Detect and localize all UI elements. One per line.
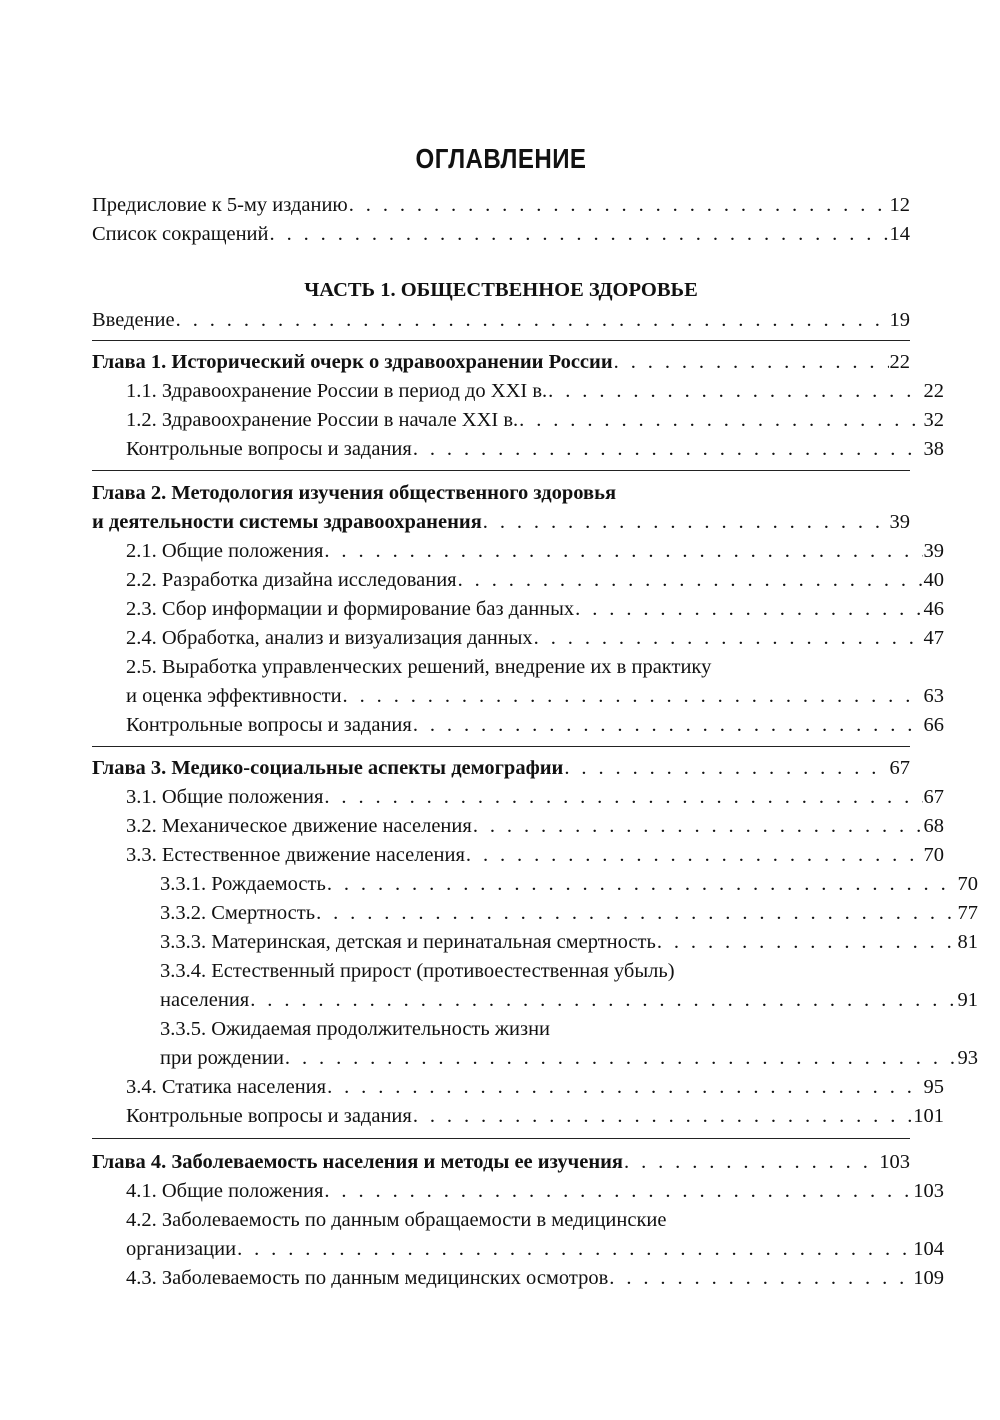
toc-entry-text: при рождении	[160, 1047, 284, 1069]
toc-page-number: 93	[957, 1047, 978, 1069]
toc-page-number: 109	[913, 1267, 944, 1289]
leader-dots	[575, 595, 922, 624]
toc-page-number: 22	[923, 380, 944, 402]
toc-page-number: 77	[957, 902, 978, 924]
page-title: ОГЛАВЛЕНИЕ	[415, 143, 587, 174]
toc-entry-text: 3.3. Естественное движение населения	[126, 844, 465, 866]
toc-entry-text: 2.1. Общие положения	[126, 540, 324, 562]
toc-entry-3-3-5[interactable]	[92, 1044, 978, 1073]
toc-entry-text: 3.3.1. Рождаемость	[160, 873, 326, 895]
toc-entry-text: 3.3.2. Смертность	[160, 902, 316, 924]
toc-entry-3-2[interactable]	[92, 812, 944, 841]
leader-dots	[548, 377, 922, 406]
toc-chapter-1[interactable]	[92, 348, 910, 377]
leader-dots	[483, 508, 889, 537]
toc-entry-2-5-line1[interactable]	[92, 653, 944, 682]
toc-entry-2-2[interactable]	[92, 566, 944, 595]
toc-entry-text: 3.4. Статика населения	[126, 1076, 327, 1098]
toc-page-number: 40	[923, 569, 944, 591]
chapter-title: Глава 1. Исторический очерк о здравоохранении России	[92, 351, 613, 373]
toc-entry-1-questions[interactable]	[92, 435, 944, 464]
toc-entry-introduction[interactable]	[92, 306, 910, 335]
leader-dots	[413, 1102, 912, 1131]
leader-dots	[349, 191, 889, 220]
leader-dots	[413, 435, 923, 464]
toc-entry-text: и оценка эффективности	[126, 685, 342, 707]
chapter-title: и деятельности системы здравоохранения	[92, 511, 482, 533]
leader-dots	[657, 928, 957, 957]
toc-entry-text: 4.3. Заболеваемость по данным медицинских осмотров	[126, 1267, 609, 1289]
toc-entry-text: 2.2. Разработка дизайна исследования	[126, 569, 457, 591]
toc-entry-text: 3.1. Общие положения	[126, 786, 324, 808]
toc-entry-2-5[interactable]	[92, 682, 944, 711]
leader-dots	[285, 1044, 957, 1073]
toc-page-number: 63	[923, 685, 944, 707]
toc-page-number: 47	[923, 627, 944, 649]
part-heading: ЧАСТЬ 1. ОБЩЕСТВЕННОЕ ЗДОРОВЬЕ	[304, 279, 698, 301]
toc-entry-4-3[interactable]	[92, 1264, 944, 1293]
separator-line	[92, 470, 910, 471]
toc-page-number: 81	[957, 931, 978, 953]
leader-dots	[458, 566, 923, 595]
leader-dots	[413, 711, 923, 740]
toc-page-number: 39	[923, 540, 944, 562]
toc-chapter-4[interactable]	[92, 1148, 910, 1177]
toc-entry-3-3-3[interactable]	[92, 928, 978, 957]
toc-entry-text: 3.3.5. Ожидаемая продолжительность жизни	[160, 1018, 551, 1040]
toc-page-number: 66	[923, 714, 944, 736]
toc-entry-text: 4.1. Общие положения	[126, 1180, 324, 1202]
toc-chapter-2-line1[interactable]	[92, 479, 910, 508]
toc-page-number: 95	[923, 1076, 944, 1098]
toc-entry-1-1[interactable]	[92, 377, 944, 406]
toc-page-number: 22	[889, 351, 910, 373]
toc-page-number: 12	[889, 194, 910, 216]
toc-entry-3-4[interactable]	[92, 1073, 944, 1102]
leader-dots	[237, 1235, 912, 1264]
toc-entry-3-3[interactable]	[92, 841, 944, 870]
toc-entry-text: 2.5. Выработка управленческих решений, внедрение их в практику	[126, 656, 712, 678]
toc-entry-text: 2.4. Обработка, анализ и визуализация данных	[126, 627, 533, 649]
toc-entry-text: населения	[160, 989, 250, 1011]
leader-dots	[614, 348, 889, 377]
toc-page-number: 67	[889, 757, 910, 779]
toc-page-number: 103	[913, 1180, 944, 1202]
leader-dots	[316, 899, 956, 928]
chapter-title: Глава 4. Заболеваемость населения и методы ее изучения	[92, 1151, 624, 1173]
toc-entry-2-questions[interactable]	[92, 711, 944, 740]
toc-page-number: 70	[957, 873, 978, 895]
toc-page-number: 101	[913, 1105, 944, 1127]
toc-entry-3-3-2[interactable]	[92, 899, 978, 928]
toc-entry-4-2-line1[interactable]	[92, 1206, 944, 1235]
toc-entry-abbreviations[interactable]	[92, 220, 910, 249]
toc-entry-text: 3.3.3. Материнская, детская и перинатальная смертность	[160, 931, 656, 953]
toc-entry-3-3-4-line1[interactable]	[92, 957, 978, 986]
leader-dots	[327, 1073, 922, 1102]
leader-dots	[564, 754, 888, 783]
toc-page-number: 14	[889, 223, 910, 245]
toc-entry-text: Введение	[92, 309, 175, 331]
toc-entry-text: Контрольные вопросы и задания	[126, 714, 412, 736]
toc-page-number: 103	[879, 1151, 910, 1173]
leader-dots	[176, 306, 889, 335]
toc-entry-text: 1.2. Здравоохранение России в начале XXI в.	[126, 409, 519, 431]
leader-dots	[343, 682, 923, 711]
toc-entry-text: 2.3. Сбор информации и формирование баз данных	[126, 598, 575, 620]
leader-dots	[270, 220, 889, 249]
toc-page-number: 38	[923, 438, 944, 460]
toc-chapter-3[interactable]	[92, 754, 910, 783]
toc-entry-2-4[interactable]	[92, 624, 944, 653]
toc-entry-text: 1.1. Здравоохранение России в период до XXI в.	[126, 380, 548, 402]
toc-chapter-2[interactable]	[92, 508, 910, 537]
toc-page-number: 70	[923, 844, 944, 866]
leader-dots	[473, 812, 923, 841]
toc-entry-text: Контрольные вопросы и задания	[126, 438, 412, 460]
toc-entry-text: 4.2. Заболеваемость по данным обращаемости в медицинские	[126, 1209, 667, 1231]
separator-line	[92, 746, 910, 747]
toc-page-number: 39	[889, 511, 910, 533]
leader-dots	[609, 1264, 912, 1293]
toc-entry-preface[interactable]	[92, 191, 910, 220]
toc-page-number: 104	[913, 1238, 944, 1260]
leader-dots	[324, 783, 922, 812]
toc-entry-4-1[interactable]	[92, 1177, 944, 1206]
toc-entry-text: Список сокращений	[92, 223, 269, 245]
toc-page-number: 68	[923, 815, 944, 837]
toc-page-number: 46	[923, 598, 944, 620]
leader-dots	[519, 406, 922, 435]
leader-dots	[466, 841, 923, 870]
toc-entry-text: 3.3.4. Естественный прирост (противоестественная убыль)	[160, 960, 675, 982]
chapter-title: Глава 2. Методология изучения общественного здоровья	[92, 482, 617, 504]
toc-entry-text: Контрольные вопросы и задания	[126, 1105, 412, 1127]
toc-entry-text: 3.2. Механическое движение населения	[126, 815, 472, 837]
leader-dots	[324, 537, 922, 566]
toc-page-number: 19	[889, 309, 910, 331]
leader-dots	[534, 624, 923, 653]
leader-dots	[250, 986, 956, 1015]
toc-entry-4-2[interactable]	[92, 1235, 944, 1264]
toc-entry-3-1[interactable]	[92, 783, 944, 812]
separator-line	[92, 340, 910, 341]
toc-entry-1-2[interactable]	[92, 406, 944, 435]
toc-page-number: 67	[923, 786, 944, 808]
toc-entry-3-3-4[interactable]	[92, 986, 978, 1015]
toc-entry-2-3[interactable]	[92, 595, 944, 624]
toc-entry-text: организации	[126, 1238, 237, 1260]
toc-entry-2-1[interactable]	[92, 537, 944, 566]
toc-page-number: 91	[957, 989, 978, 1011]
toc-entry-3-3-1[interactable]	[92, 870, 978, 899]
toc-entry-text: Предисловие к 5-му изданию	[92, 194, 348, 216]
toc-entry-3-questions[interactable]	[92, 1102, 944, 1131]
leader-dots	[624, 1148, 878, 1177]
chapter-title: Глава 3. Медико-социальные аспекты демографии	[92, 757, 564, 779]
separator-line	[92, 1138, 910, 1139]
toc-entry-3-3-5-line1[interactable]	[92, 1015, 978, 1044]
leader-dots	[327, 870, 957, 899]
leader-dots	[324, 1177, 912, 1206]
toc-page-number: 32	[923, 409, 944, 431]
